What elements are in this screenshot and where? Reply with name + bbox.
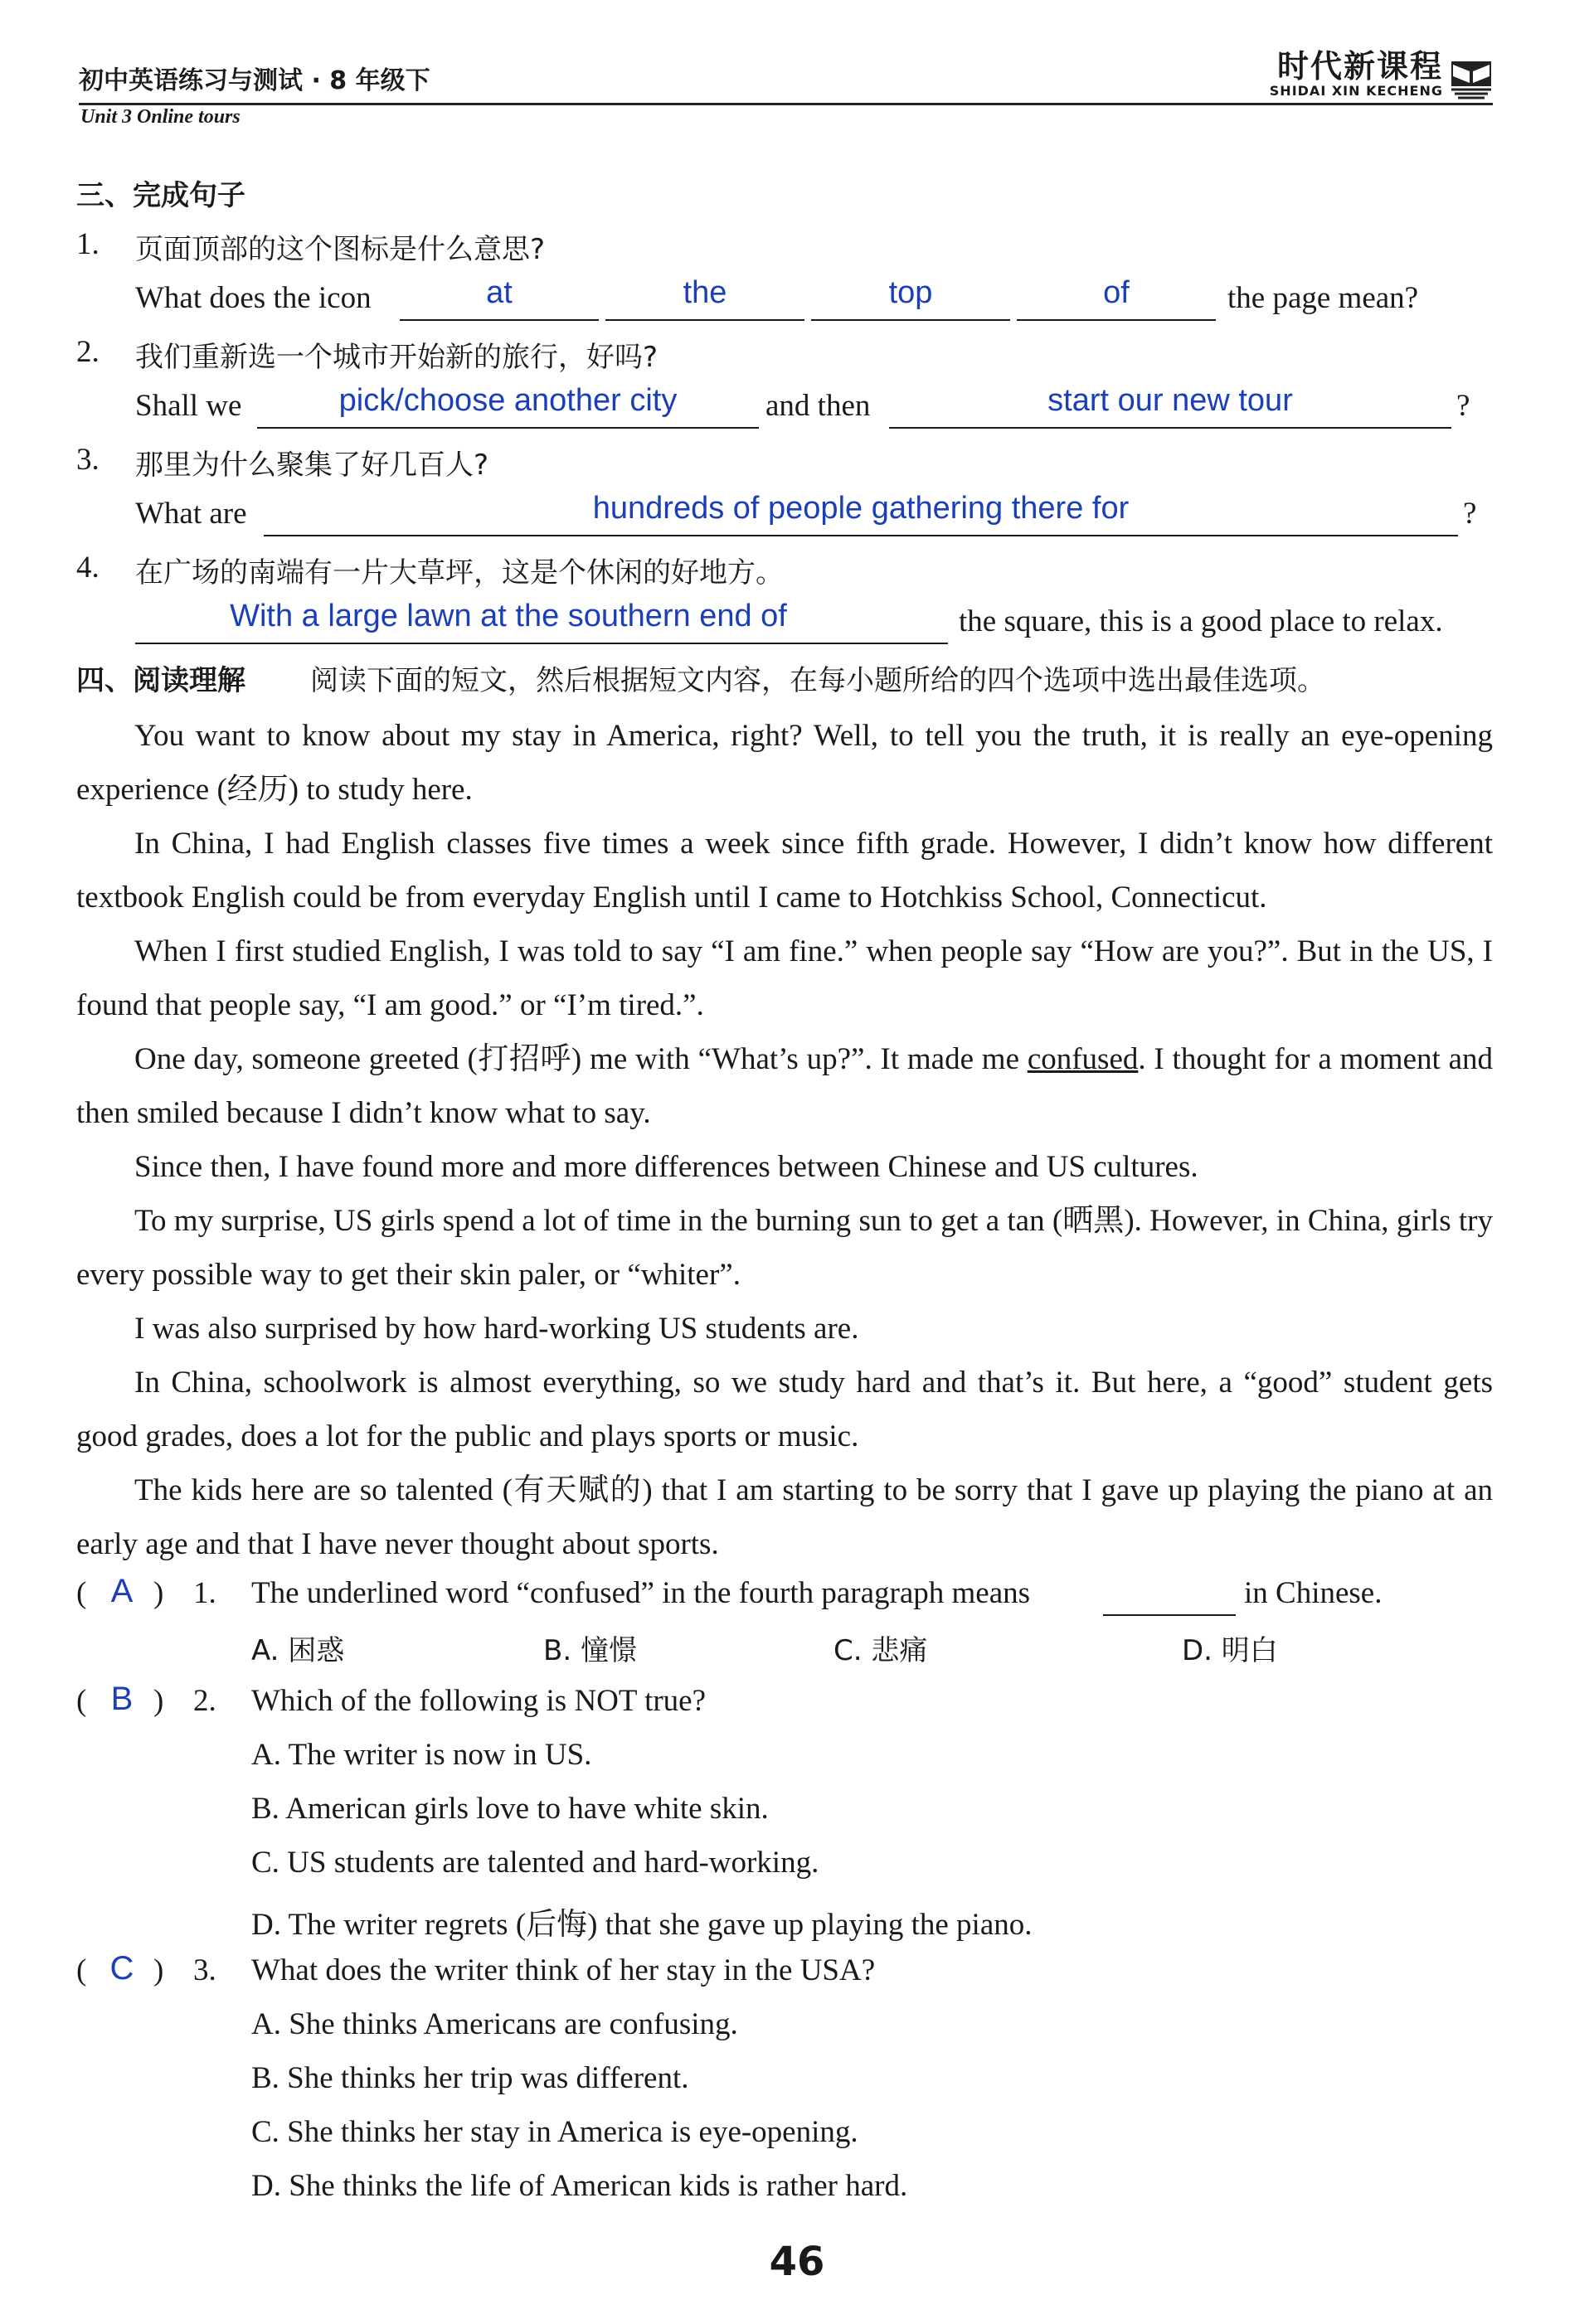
s3-q1-blank-2[interactable] xyxy=(605,319,804,321)
passage-para-4: One day, someone greeted (打招呼) me with “What’s up?”. It made me confused. I thought for a moment and then smiled because I didn’t know what to say. xyxy=(76,1042,1494,1130)
passage-para-6: To my surprise, US girls spend a lot of time in the burning sun to get a tan (晒黑). However, in China, girls try every possible way to get their skin paler, or “whiter”. xyxy=(76,1204,1493,1292)
mc-q3-text: What does the writer think of her stay in the USA? xyxy=(251,1953,876,1987)
passage-para-1: You want to know about my stay in America, right? Well, to tell you the truth, it is really an eye-opening experience (经历) to study here. xyxy=(76,719,1493,807)
mc-q3-paren-close: ) xyxy=(153,1953,164,1987)
brand-en: SHIDAI XIN KECHENG xyxy=(1269,83,1443,99)
mc-q1-after: in Chinese. xyxy=(1244,1576,1383,1610)
mc-q2-num: 2. xyxy=(193,1684,216,1718)
s3-q1-answer-2: the xyxy=(683,275,727,310)
s3-q1-pre: What does the icon xyxy=(135,281,372,315)
s3-q1-answer-3: top xyxy=(888,275,933,310)
mc-q1-text: The underlined word “confused” in the fourth paragraph means xyxy=(251,1576,1031,1610)
mc-q2-option-a[interactable]: A. The writer is now in US. xyxy=(251,1738,592,1772)
mc-q2-option-d[interactable]: D. The writer regrets (后悔) that she gave up playing the piano. xyxy=(251,1908,1033,1942)
passage-para-8: In China, schoolwork is almost everything, so we study hard and that’s it. But here, a “good” student gets good grades, does a lot for the public and plays sports or music. xyxy=(76,1366,1493,1453)
s3-q4-answer: With a large lawn at the southern end of xyxy=(230,599,787,633)
s3-q3-num: 3. xyxy=(76,443,100,477)
passage-para-9: The kids here are so talented (有天赋的) that I am starting to be sorry that I gave up playing the piano at an early age and that I have never thought about sports. xyxy=(76,1473,1493,1561)
mc-q3-num: 3. xyxy=(193,1953,216,1987)
s3-q2-blank-2[interactable] xyxy=(889,427,1451,429)
passage-para-2: In China, I had English classes five times a week since fifth grade. However, I didn’t know how different textbook English could be from everyday English until I came to Hotchkiss School, Connecticut. xyxy=(76,827,1493,915)
section4-instruction: 阅读下面的短文，然后根据短文内容，在每小题所给的四个选项中选出最佳选项。 xyxy=(310,664,1325,697)
mc-q1-paren-open: ( xyxy=(76,1576,87,1610)
s3-q3-zh: 那里为什么聚集了好几百人? xyxy=(135,449,489,482)
underlined-word-confused: confused xyxy=(1027,1042,1139,1076)
mc-q1-blank[interactable] xyxy=(1103,1614,1236,1616)
s3-q1-zh: 页面顶部的这个图标是什么意思? xyxy=(135,233,546,266)
header-rule xyxy=(79,103,1493,105)
mc-q1-num: 1. xyxy=(193,1576,216,1610)
s3-q4-zh: 在广场的南端有一片大草坪，这是个休闲的好地方。 xyxy=(135,556,784,589)
brand-book-icon xyxy=(1450,58,1493,101)
s3-q2-post: ? xyxy=(1456,389,1470,423)
mc-q2-text: Which of the following is NOT true? xyxy=(251,1684,707,1718)
s3-q4-blank[interactable] xyxy=(135,643,948,644)
mc-q3-option-c[interactable]: C. She thinks her stay in America is eye-opening. xyxy=(251,2115,858,2149)
mc-q1-option-d[interactable]: D. 明白 xyxy=(1182,1634,1278,1667)
mc-q3-option-d[interactable]: D. She thinks the life of American kids is rather hard. xyxy=(251,2169,908,2203)
s3-q3-blank[interactable] xyxy=(264,535,1458,536)
mc-q2-answer: B xyxy=(110,1681,134,1717)
section3-title: 三、完成句子 xyxy=(76,179,245,212)
s3-q1-num: 1. xyxy=(76,227,100,261)
s3-q2-mid: and then xyxy=(765,389,871,423)
s3-q4-num: 4. xyxy=(76,551,100,585)
unit-title: Unit 3 Online tours xyxy=(80,106,241,128)
mc-q2-option-b[interactable]: B. American girls love to have white skin. xyxy=(251,1792,769,1826)
s3-q2-pre: Shall we xyxy=(135,389,242,423)
s3-q3-pre: What are xyxy=(135,497,247,531)
mc-q1-option-b[interactable]: B. 憧憬 xyxy=(543,1634,637,1667)
mc-q1-paren-close: ) xyxy=(153,1576,164,1610)
section4-title: 四、阅读理解 xyxy=(76,664,245,697)
s3-q1-blank-4[interactable] xyxy=(1017,319,1216,321)
mc-q3-option-a[interactable]: A. She thinks Americans are confusing. xyxy=(251,2007,738,2041)
mc-q2-paren-open: ( xyxy=(76,1684,87,1718)
mc-q3-paren-open: ( xyxy=(76,1953,87,1987)
s3-q1-blank-1[interactable] xyxy=(400,319,599,321)
s3-q2-zh: 我们重新选一个城市开始新的旅行，好吗? xyxy=(135,341,658,374)
s3-q3-post: ? xyxy=(1463,497,1477,531)
mc-q3-answer: C xyxy=(109,1950,134,1987)
s3-q4-post: the square, this is a good place to relax. xyxy=(959,604,1443,638)
page-number: 46 xyxy=(769,2239,825,2285)
s3-q1-post: the page mean? xyxy=(1227,281,1419,315)
passage-para-3: When I first studied English, I was told to say “I am fine.” when people say “How are you?”. But in the US, I found that people say, “I am good.” or “I’m tired.”. xyxy=(76,934,1493,1022)
s3-q1-blank-3[interactable] xyxy=(811,319,1010,321)
brand-logo xyxy=(1227,50,1443,99)
s3-q3-answer: hundreds of people gathering there for xyxy=(592,491,1130,526)
s3-q2-answer-1: pick/choose another city xyxy=(338,383,678,418)
mc-q1-answer: A xyxy=(110,1573,134,1609)
mc-q2-option-c[interactable]: C. US students are talented and hard-working. xyxy=(251,1846,819,1880)
brand-cn: 时代新课程 xyxy=(1276,48,1443,85)
passage-para-5: Since then, I have found more and more differences between Chinese and US cultures. xyxy=(134,1150,1198,1184)
s3-q2-blank-1[interactable] xyxy=(257,427,759,429)
mc-q1-option-c[interactable]: C. 悲痛 xyxy=(833,1634,928,1667)
book-title: 初中英语练习与测试 · 8 年级下 xyxy=(79,66,430,95)
s3-q1-answer-4: of xyxy=(1103,275,1130,310)
s3-q1-answer-1: at xyxy=(486,275,513,310)
mc-q1-option-a[interactable]: A. 困惑 xyxy=(251,1634,345,1667)
s3-q2-answer-2: start our new tour xyxy=(1047,383,1293,418)
mc-q3-option-b[interactable]: B. She thinks her trip was different. xyxy=(251,2061,689,2095)
passage-para-7: I was also surprised by how hard-working US students are. xyxy=(134,1312,859,1346)
s3-q2-num: 2. xyxy=(76,335,100,369)
mc-q2-paren-close: ) xyxy=(153,1684,164,1718)
